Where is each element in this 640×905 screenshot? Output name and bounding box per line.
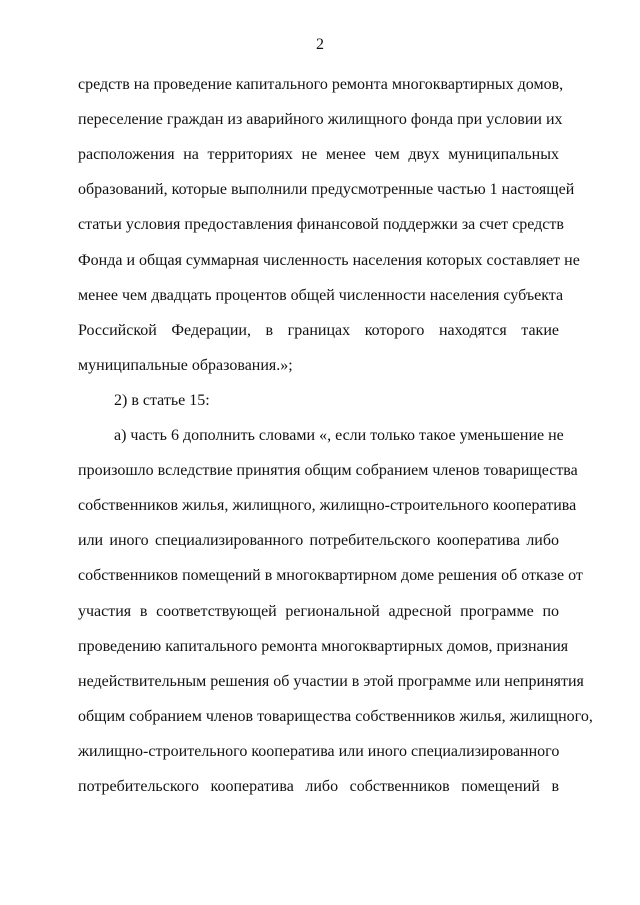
page-number: 2 xyxy=(316,36,324,53)
text-line: муниципальные образования.»; xyxy=(78,356,293,374)
text-line: средств на проведение капитального ремонта многоквартирных домов, xyxy=(78,76,564,93)
text-line: собственников помещений в многоквартирном доме решения об отказе от xyxy=(78,567,583,585)
text-line: а) часть 6 дополнить словами «, если только такое уменьшение не xyxy=(114,427,564,444)
text-line: Российской Федерации, в границах которого находятся такие xyxy=(78,321,559,339)
text-line: общим собранием членов товарищества собственников жилья, жилищного, xyxy=(78,707,593,725)
text-line: участия в соответствующей региональной адресной программе по xyxy=(78,602,559,620)
text-line: расположения на территориях не менее чем двух муниципальных xyxy=(78,146,559,164)
text-line: Фонда и общая суммарная численность населения которых составляет не xyxy=(78,251,580,269)
text-line: образований, которые выполнили предусмотренные частью 1 настоящей xyxy=(78,181,575,199)
text-line: менее чем двадцать процентов общей численности населения субъекта xyxy=(78,286,564,304)
text-line: переселение граждан из аварийного жилищного фонда при условии их xyxy=(78,111,563,129)
text-line: 2) в статье 15: xyxy=(114,391,210,409)
text-line: потребительского кооператива либо собственников помещений в xyxy=(78,778,559,795)
text-line: или иного специализированного потребительского кооператива либо xyxy=(78,532,559,550)
text-line: статьи условия предоставления финансовой поддержки за счет средств xyxy=(78,216,564,234)
text-line: произошло вследствие принятия общим собранием членов товарищества xyxy=(78,462,578,480)
text-line: жилищно-строительного кооператива или иного специализированного xyxy=(78,742,560,760)
text-line: недействительным решения об участии в этой программе или непринятия xyxy=(78,672,584,690)
text-line: собственников жилья, жилищного, жилищно-строительного кооператива xyxy=(78,497,577,515)
text-line: проведению капитального ремонта многоквартирных домов, признания xyxy=(78,637,569,655)
